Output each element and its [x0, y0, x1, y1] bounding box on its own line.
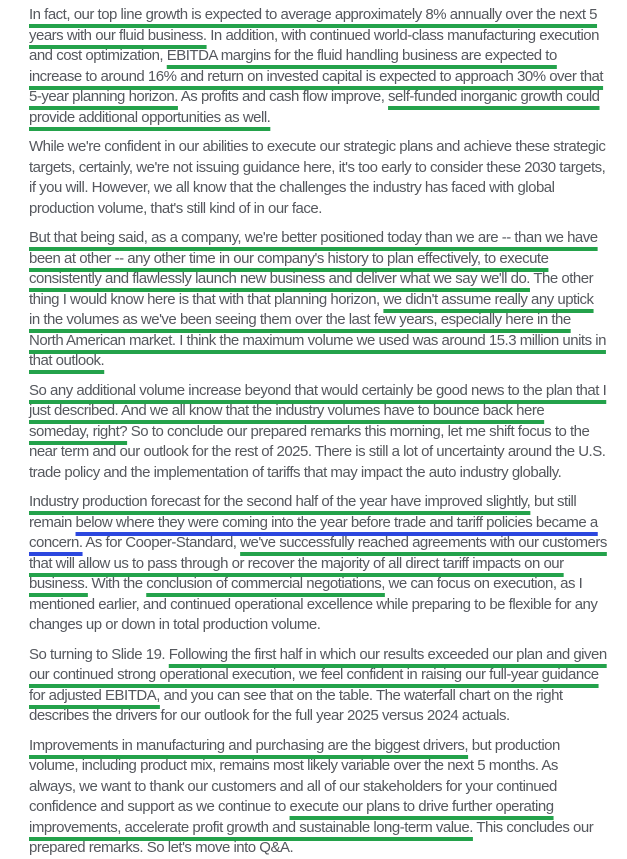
paragraph [29, 492, 607, 636]
paragraph [29, 645, 607, 727]
text-segment: As profits and cash flow improve, [177, 88, 389, 105]
text-segment: So to conclude our prepared remarks this morning, let me shift focus to the near term and our outlook for the rest of 2025. There is still a lot of uncertainty around the U.S. trade policy and the implementation of tariffs that may impact the auto industry globally. [29, 422, 606, 481]
underlined-phrase-green: we've successfully reached agreements with our customers that will allow us to pass through or recover the majority of all direct tariff impacts on our business. [29, 534, 607, 592]
paragraph [29, 5, 607, 128]
text-segment: In addition, with continued world-class manufacturing execution and cost optimization, [29, 26, 599, 64]
paragraph [29, 381, 607, 484]
text-segment: As for Cooper-Standard, [82, 534, 241, 551]
text-segment: The other thing I would know here is that with that planning horizon, [29, 270, 594, 308]
underlined-phrase-green: In fact, our top line growth is expected to average approximately 8% annually over the next 5 years with our fluid business. [29, 6, 598, 44]
underlined-phrase-green: Following the first half in which our results exceeded our plan and given our continued strong operational execution, we feel confident in raising our full-year guidance for adjusted EBITDA, [29, 645, 607, 704]
underlined-phrase-green: execute our plans to drive further operating improvements, accelerate profit growth and sustainable long-term value. [29, 798, 554, 836]
paragraph [29, 137, 607, 219]
underlined-phrase-green: Improvements in manufacturing and purchasing are the biggest drivers, [29, 736, 469, 754]
paragraph [29, 228, 607, 372]
text-segment: While we're confident in our abilities to execute our strategic plans and achieve these strategic targets, certainly, we're not issuing guidance here, it's too early to consider these 2030 targets, if you will. However, we all know that the challenges the industry has faced with global production volume, that's still kind of in our face. [29, 138, 606, 217]
underlined-phrase-green: conclusion of commercial negotiations, [146, 575, 385, 592]
paragraph [29, 736, 607, 859]
text-segment: but still remain [29, 493, 577, 531]
text-segment: This concludes our prepared remarks. So let's move into Q&A. [29, 818, 594, 856]
underlined-phrase-green: So any additional volume increase beyond that would certainly be good news to the plan that I just described. And we all know that the industry volumes have to bounce back here someday, right? [29, 381, 607, 440]
text-segment: we can focus on execution, as I mentioned earlier, and continued operational excellence while preparing to be flexible for any changes up or down in total production volume. [29, 575, 598, 633]
text-segment: and you can see that on the table. The waterfall chart on the right describes the drivers for our outlook for the full year 2025 versus 2024 actuals. [29, 686, 563, 724]
underlined-phrase-green: self-funded inorganic growth could provide additional opportunities as well. [29, 88, 600, 126]
text-segment: So turning to Slide 19. [29, 645, 169, 663]
underlined-phrase-green: Industry production forecast for the second half of the year have improved slightly, [29, 493, 531, 510]
text-segment: With the [87, 575, 147, 592]
underlined-phrase-green: EBITDA margins for the fluid handling business are expected to increase to around 16% and return on invested capital is expected to approach 30% over that 5-year planning horizon. [29, 47, 604, 105]
underlined-phrase-blue: below where they were coming into the year before trade and tariff policies became a concern. [29, 513, 598, 551]
underlined-phrase-green: But that being said, as a company, we're better positioned today than we are -- than we have been at other -- any other time in our company's history to plan effectively, to execute consistently and flawlessly launch new business and deliver what we say we'll do. [29, 229, 598, 287]
text-segment: but production volume, including product mix, remains most likely variable over the next 5 months. As always, we want to thank our customers and all of our stakeholders for your continued confidence and support as we continue to [29, 736, 560, 815]
underlined-phrase-green: we didn't assume really any uptick in the volumes as we've been seeing them over the last few years, especially here in the North American market. I think the maximum volume we used was around 15.3 million units in that outlook. [29, 290, 606, 369]
